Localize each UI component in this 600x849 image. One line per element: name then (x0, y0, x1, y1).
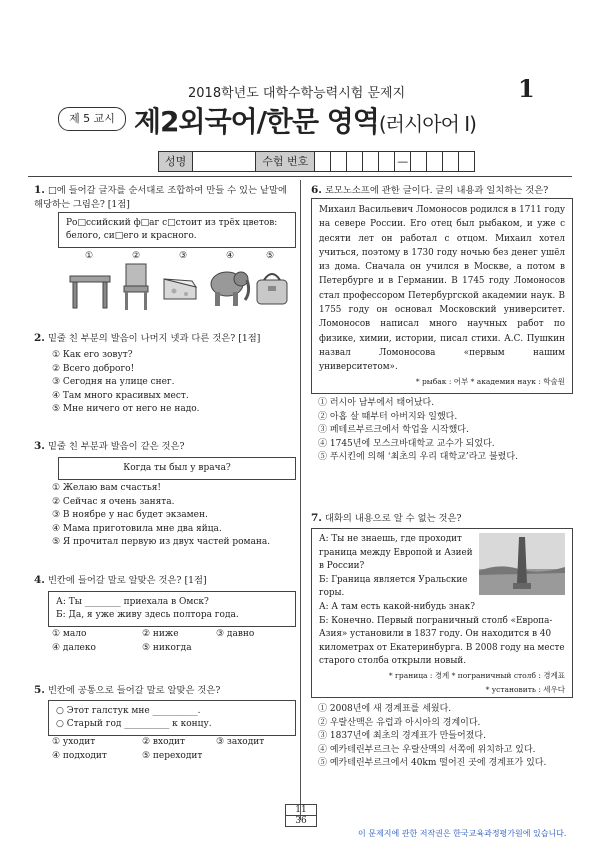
exam-title: 2018학년도 대학수학능력시험 문제지 (188, 86, 406, 101)
q5-option-4[interactable]: ④ подходит (52, 751, 107, 761)
exam-number-cell[interactable] (458, 152, 475, 171)
q7-line-4: Б: Конечно. Первый пограничный столб «Европа-Азия» установили в 1837 году. Он находится в 40 километрах от Екатеринбурга. В 2008 году на месте старого столба открыли новый. (319, 615, 565, 667)
q3-option-2[interactable]: ② Сейчас я очень занята. (52, 496, 175, 507)
question-stem: 밑줄 친 부분과 발음이 같은 것은? (47, 441, 185, 452)
subject-main: 제2외국어/한문 영역 (134, 105, 379, 138)
name-label: 성명 (158, 152, 192, 171)
q3-option-4[interactable]: ④ Мама приготовила мне два яйца. (52, 523, 222, 534)
q4-line-a: А: Ты ________ приехала в Омск? (56, 597, 209, 607)
exam-number-cell[interactable] (442, 152, 458, 171)
page-total: 36 (295, 816, 307, 826)
student-id-row (158, 151, 475, 172)
q7-line-1: А: Ты не знаешь, где проходит граница между Европой и Азией в России? (319, 534, 473, 572)
q3-option-3[interactable]: ③ В ноябре у нас будет экзамен. (52, 510, 208, 520)
q5-option-1[interactable]: ① уходит (52, 737, 96, 747)
exam-number-label: 수험 번호 (255, 152, 314, 171)
q1-choice-5[interactable]: ⑤ (266, 251, 275, 261)
q5-line-1: ○ Этот галстук мне __________. (56, 706, 201, 716)
q2-option-4[interactable]: ④ Там много красивых мест. (52, 390, 189, 401)
q6-options (318, 397, 518, 465)
q6-option-4[interactable]: ④ 1745년에 모스크바대학교 교수가 되었다. (318, 438, 495, 449)
question-5 (34, 684, 294, 698)
subject-title (134, 100, 476, 140)
question-stem: 빈칸에 공통으로 들어갈 말로 알맞은 것은? (47, 685, 221, 696)
q4-option-3[interactable]: ③ давно (216, 629, 255, 639)
q6-option-5[interactable]: ⑤ 푸시킨에 의해 ‘최초의 우리 대학교’라고 불렸다. (318, 452, 518, 462)
question-3 (34, 440, 294, 454)
q3-option-1[interactable]: ① Желаю вам счастья! (52, 483, 162, 493)
q3-option-5[interactable]: ⑤ Я прочитал первую из двух частей романа. (52, 537, 271, 547)
question-number: 1. (34, 184, 45, 196)
q7-vocab-note-2: * установить : 세우다 (485, 684, 565, 694)
q2-option-2[interactable]: ② Всего доброго! (52, 363, 135, 374)
question-number: 3. (34, 440, 45, 452)
q7-option-2[interactable]: ② 우랄산맥은 유럽과 아시아의 경계이다. (318, 717, 481, 728)
q2-option-1[interactable]: ① Как его зовут? (52, 350, 133, 360)
q1-choice-2[interactable]: ② (132, 251, 141, 261)
question-stem: 빈칸에 들어갈 말로 알맞은 것은? [1점] (47, 575, 207, 586)
q4-option-5[interactable]: ⑤ никогда (142, 643, 192, 653)
q6-passage-box (311, 198, 573, 394)
boundary-pillar-photo (479, 533, 565, 595)
question-2 (34, 332, 294, 346)
q1-choice-4[interactable]: ④ (226, 251, 235, 261)
question-stem: □에 들어갈 글자를 순서대로 조합하여 만들 수 있는 낱말에 해당하는 그림은? [1점] (34, 185, 287, 210)
q6-option-3[interactable]: ③ 페테르부르크에서 학업을 시작했다. (318, 425, 469, 435)
q7-option-3[interactable]: ③ 1837년에 최초의 경계표가 만들어졌다. (318, 731, 486, 741)
question-stem: 대화의 내용으로 알 수 없는 것은? (324, 513, 462, 524)
copyright-notice: 이 문제지에 관한 저작권은 한국교육과정평가원에 있습니다. (358, 829, 567, 838)
exam-number-cell[interactable] (362, 152, 378, 171)
exam-number-cell[interactable] (426, 152, 442, 171)
exam-number-dash: — (394, 152, 410, 171)
elephant-picture (205, 266, 251, 308)
exam-number-cell[interactable] (378, 152, 394, 171)
question-number: 4. (34, 574, 45, 586)
q1-choice-1[interactable]: ① (85, 251, 94, 261)
q4-dialogue-box (48, 591, 296, 627)
subject-sub: (러시아어 Ⅰ) (378, 112, 476, 136)
q7-vocab-note-1: * граница : 경계 * пограничный столб : 경계표 (388, 670, 565, 680)
q2-options (52, 349, 200, 417)
question-number: 5. (34, 684, 45, 696)
exam-number-cell[interactable] (330, 152, 346, 171)
table-picture (68, 268, 112, 310)
q5-sentence-box (48, 700, 296, 736)
question-6 (311, 184, 573, 198)
q6-option-1[interactable]: ① 러시아 남부에서 태어났다. (318, 398, 435, 408)
q1-choice-3[interactable]: ③ (179, 251, 188, 261)
q3-sentence-box: Когда ты был у врача? (58, 457, 296, 480)
q6-passage: Михаил Васильевич Ломоносов родился в 1711 году на севере России. Его отец был рыбаком, и уже с десяти лет он работал с отцом. Михаил хотел учиться, поэтому в 1730 году ночью без денег ушёл из дома. Сначала он учился в Москве, а потом в Петербурге и в Германии. В 1745 году Ломоносов стал профессором Петербургской академии наук. В 1755 году он основал Московский университет. Ломоносов написал много научных работ по физике, химии, истории, писал стихи. А.С. Пушкин назвал Ломоносова «первым нашим университетом». (319, 205, 565, 373)
q5-option-3[interactable]: ③ заходит (216, 737, 265, 747)
q1-sentence-box: Ро□ссийский ф□аг с□стоит из трёх цветов: белого, си□его и красного. (58, 212, 296, 248)
page-current: 11 (286, 805, 316, 816)
page-number: 1 (518, 74, 535, 103)
q6-vocab-note: * рыбак : 어부 * академия наук : 학술원 (415, 376, 565, 386)
chair-picture (122, 262, 152, 312)
q7-line-3: А: А там есть какой-нибудь знак? (319, 601, 475, 612)
question-7 (311, 512, 573, 526)
q2-option-3[interactable]: ③ Сегодня на улице снег. (52, 377, 175, 387)
q5-option-2[interactable]: ② входит (142, 737, 186, 747)
q7-option-1[interactable]: ① 2008년에 새 경계표를 세웠다. (318, 704, 452, 714)
cheese-picture (162, 275, 198, 305)
q5-option-5[interactable]: ⑤ переходит (142, 751, 203, 761)
q4-option-4[interactable]: ④ далеко (52, 643, 96, 653)
period-badge: 제 5 교시 (58, 107, 126, 131)
question-4 (34, 574, 294, 588)
q7-option-5[interactable]: ⑤ 예카테린부르크에서 40km 떨어진 곳에 경계표가 있다. (318, 758, 547, 768)
q7-option-4[interactable]: ④ 예카테린부르크는 우랄산맥의 서쪽에 위치하고 있다. (318, 744, 536, 755)
name-field[interactable] (192, 152, 255, 171)
question-stem: 로모노소프에 관한 글이다. 글의 내용과 일치하는 것은? (324, 185, 549, 196)
exam-number-cell[interactable] (314, 152, 330, 171)
header-rule (28, 176, 572, 177)
q7-dialogue-box (311, 528, 573, 698)
handbag-picture (254, 268, 290, 308)
question-1 (34, 184, 294, 211)
q6-option-2[interactable]: ② 아홉 살 때부터 아버지와 일했다. (318, 411, 458, 422)
exam-number-cell[interactable] (346, 152, 362, 171)
question-number: 7. (311, 512, 322, 524)
column-divider (300, 180, 301, 820)
question-stem: 밑줄 친 부분의 발음이 나머지 넷과 다른 것은? [1점] (47, 333, 261, 344)
page-indicator (285, 804, 317, 827)
q2-option-5[interactable]: ⑤ Мне ничего от него не надо. (52, 404, 200, 414)
q4-option-1[interactable]: ① мало (52, 629, 87, 639)
question-number: 6. (311, 184, 322, 196)
q5-line-2: ○ Старый год __________ к концу. (56, 719, 212, 729)
q3-options (52, 482, 270, 550)
q7-line-2: Б: Граница является Уральские горы. (319, 574, 468, 599)
question-number: 2. (34, 332, 45, 344)
q4-line-b: Б: Да, я уже живу здесь полтора года. (56, 610, 239, 620)
q7-options (318, 703, 546, 771)
exam-number-cell[interactable] (410, 152, 426, 171)
q4-option-2[interactable]: ② ниже (142, 629, 179, 639)
